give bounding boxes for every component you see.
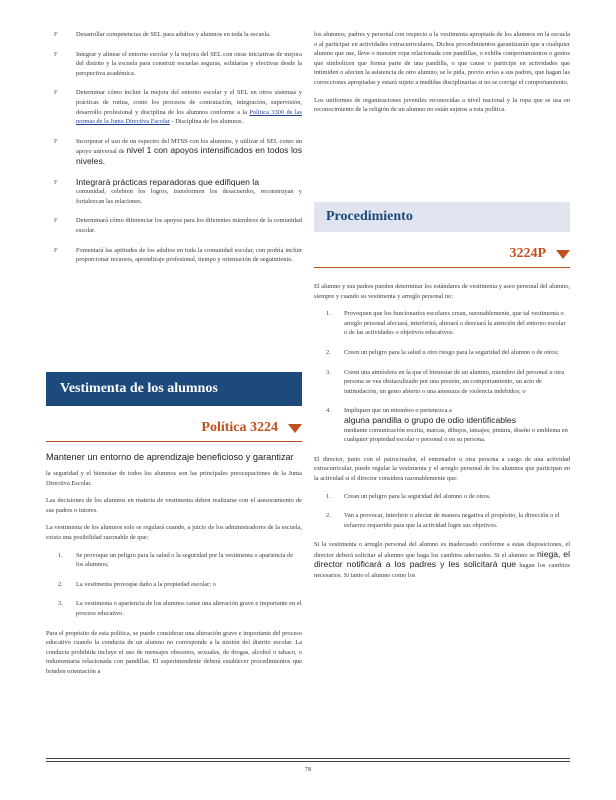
item-number: 1. — [326, 310, 331, 318]
item-text: Crean un peligro para la seguridad del alumno o de otros. — [344, 492, 491, 500]
item-text: Van a provocar, interferir o afectar de manera negativa el propósito, la dirección o el esfuerzo requerido para que la actividad logre sus objetivos. — [344, 512, 560, 529]
bullet-mark: F — [54, 89, 58, 97]
list-item — [46, 246, 302, 265]
left-column-bottom — [46, 452, 302, 685]
policy-label-3224 — [46, 418, 302, 438]
bullet-text-tail: - Disciplina de los alumnos. — [169, 118, 244, 126]
item-number: 3. — [58, 600, 63, 608]
policy-label-3224p — [314, 244, 570, 264]
policy-3300-link[interactable]: Política 3300 de las normas de la Junta Directiva Escolar — [76, 108, 302, 126]
list-item — [314, 511, 570, 530]
bullet-mark: F — [54, 246, 58, 254]
triangle-down-icon — [288, 424, 302, 433]
list-item — [46, 88, 302, 126]
bullet-text: Integrar y alinear el entorno escolar y la mejora del SEL con otras iniciativas de mejora del distrito y la escuela para construir escuelas seguras, solidarias y efectivas desde la perspectiva académica. — [76, 50, 302, 77]
list-item — [314, 348, 570, 358]
item-number: 3. — [326, 368, 331, 376]
paragraph: La vestimenta de los alumnos solo se regulará cuando, a juicio de los administradores de la escuela, exista una posibilidad razonable de que: — [46, 524, 302, 541]
paragraph: El director, junto con el patrocinador, el entrenador u otra persona a cargo de una actividad extracurricular, puede regular la vestimenta y el arreglo personal de los alumnos que participan en la actividad si el director considera razonablemente que: — [314, 455, 570, 482]
list-item — [46, 30, 302, 40]
item-number: 1. — [326, 492, 331, 500]
bullet-text: Desarrollar competencias de SEL para adultos y alumnos en toda la escuela. — [76, 31, 271, 38]
bullet-text-emphasis: nivel 1 con apoyos intensificados en todos los niveles. — [76, 145, 303, 166]
bullet-text-lead: Incorporar el uso de un espectro del MTSS con los alumnos, y utilizar el SEL como un apoyo universal de — [76, 137, 302, 156]
item-number: 1. — [58, 551, 63, 559]
bullet-mark: F — [54, 137, 58, 145]
section-banner-student-dress — [46, 372, 302, 406]
item-text-tail: mediante comunicación escrita, marcas, dibujos, tatuajes, pintura, diseño o emblema en cualquier propiedad escolar o personal o en su persona. — [344, 426, 568, 444]
item-number: 2. — [58, 580, 63, 588]
paragraph: los alumnos, padres y personal con respecto a la vestimenta apropiada de los alumnos en la escuela o al participar en actividades extracurriculares. Dichos procedimientos garantizarán que a cualquier alumno que use, lleve o muestre ropa relacionada con pandillas, o exhiba comportamientos o gestos que simbolicen que forma parte de una pandilla, o que cause o participe en actividades que intimiden o afecten la asistencia de otro alumno, se le pida, previo aviso a sus padres, que hagan las correcciones apropiadas y estará sujeto a medidas disciplinarias si no se corrige el comportamiento. — [314, 31, 570, 86]
item-text: Provoquen que los funcionarios escolares crean, razonablemente, que tal vestimenta o arreglo personal afectará, interferirá, alterará o desviará la atención del entorno escolar o de las actividades o objetivos educativos. — [344, 310, 566, 337]
bullet-text — [76, 88, 302, 126]
list-item — [314, 492, 570, 502]
item-text: La vestimenta o apariencia de los alumnos cause una alteración grave e importante en el proceso educativo. — [76, 600, 302, 617]
item-number: 4. — [326, 407, 331, 415]
policy-label-text: Política 3224 — [201, 420, 278, 435]
item-text: Creen una atmósfera en la que el bienestar de un alumno, miembro del personal u otra persona se vea obstaculizado por una presión, un comportamiento, un acto de intimidación, un gesto abierto o una amenaza de violencia indebidos; o — [344, 368, 565, 395]
bullet-text — [76, 178, 302, 207]
item-text — [344, 406, 570, 444]
item-number: 2. — [326, 348, 331, 356]
list-item — [46, 178, 302, 207]
paragraph-heading: Mantener un entorno de aprendizaje beneficioso y garantizar — [46, 452, 294, 462]
paragraph: El alumno y sus padres pueden determinar los estándares de vestimenta y aseo personal del alumno, siempre y cuando su vestimenta y arreglo personal no: — [314, 283, 570, 300]
bullet-text — [76, 137, 302, 168]
right-column-top — [314, 30, 570, 123]
list-item — [46, 551, 302, 570]
page-number: 78 — [304, 766, 312, 773]
list-item — [46, 216, 302, 235]
bullet-text: Determinará cómo diferenciar los apoyos para los diferentes miembros de la comunidad escolar. — [76, 217, 302, 234]
left-column-top — [46, 30, 302, 275]
triangle-down-icon — [556, 250, 570, 259]
list-item — [314, 406, 570, 444]
bullet-mark: F — [54, 31, 58, 38]
section-title: Procedimiento — [326, 209, 413, 224]
item-text: La vestimenta provoque daño a la propiedad escolar; o — [76, 580, 216, 588]
divider — [46, 441, 302, 442]
paragraph-tail: hagan los cambios necesarios. Si tanto el alumno como los — [314, 562, 570, 580]
list-item — [314, 368, 570, 397]
divider — [314, 267, 570, 268]
item-text: Creen un peligro para la salud u otro riesgo para la seguridad del alumno o de otros; — [344, 348, 559, 356]
bullet-mark: F — [54, 217, 58, 225]
item-text-lead: Impliquen que un miembro o pertenezca a — [344, 407, 452, 415]
footer-rule — [46, 758, 570, 759]
list-item — [46, 50, 302, 79]
paragraph: Las decisiones de los alumnos en materia de vestimenta deben realizarse con el asesoramiento de sus padres o tutores. — [46, 497, 302, 514]
paragraph — [314, 540, 570, 580]
section-heading-procedure — [314, 202, 570, 232]
right-column-bottom — [314, 282, 570, 589]
list-item — [46, 599, 302, 618]
bullet-text-lead: Determinar cómo incluir la mejora del entorno escolar y el SEL en otros sistemas y prácticas de rutina, como los procesos de contratación, integración, supervisión, desarrollo profesional y disciplina de los alumnos conforme a la — [76, 89, 302, 116]
item-number: 2. — [326, 512, 331, 520]
paragraph: Para el propósito de esta política, se puede considerar una alteración grave e importante del proceso educativo cuando la conducta de un alumno no corresponde a la misión del distrito escolar. La conducta prohibida incluye el uso de mensajes obscenos, sexuales, de drogas, alcohol o tabaco, o indumentaria relacionada con pandillas. El superintendente deberá establecer procedimientos que brinden orientación a — [46, 629, 302, 675]
list-item — [46, 580, 302, 590]
banner-title: Vestimenta de los alumnos — [60, 381, 218, 396]
paragraph-lead: Si la vestimenta o arreglo personal del alumno es inadecuado conforme a estas disposiciones, el director deberá solicitar al alumno que haga los cambios adecuados. Si el alumno se — [314, 541, 570, 559]
paragraph: la seguridad y el bienestar de todos los alumnos son las principales preocupaciones de la Junta Directiva Escolar. — [46, 470, 302, 487]
paragraph-emphasis: niega, el director notificará a los padres y les solicitará que — [314, 548, 571, 570]
item-text-emphasis: alguna pandilla o grupo de odio identificables — [344, 414, 517, 425]
list-item — [314, 309, 570, 338]
footer-rule — [46, 761, 570, 762]
bullet-text: Fomentará las aptitudes de los adultos en toda la comunidad escolar, con podría incluir proporcionar recursos, aprendizaje profesional, tiempo y orientación de seguimiento. — [76, 246, 302, 264]
bullet-text-tail: comunidad, celebren los logros, transformen los desacuerdos, reconstruyan y fortalezcan las relaciones. — [76, 188, 302, 205]
list-item — [46, 137, 302, 168]
item-text: Se provoque un peligro para la salud o la seguridad por la vestimenta o apariencia de los alumnos; — [76, 551, 294, 569]
policy-label-text: 3224P — [509, 246, 546, 261]
bullet-mark: F — [54, 178, 58, 186]
bullet-mark: F — [54, 50, 58, 58]
bullet-text-emphasis: Integrará prácticas reparadoras que edifiquen la — [76, 176, 259, 187]
paragraph: Los uniformes de organizaciones juveniles reconocidas a nivel nacional y la ropa que se usa en reconocimiento de la religión de un alumno no están sujetos a esta política. — [314, 96, 570, 114]
